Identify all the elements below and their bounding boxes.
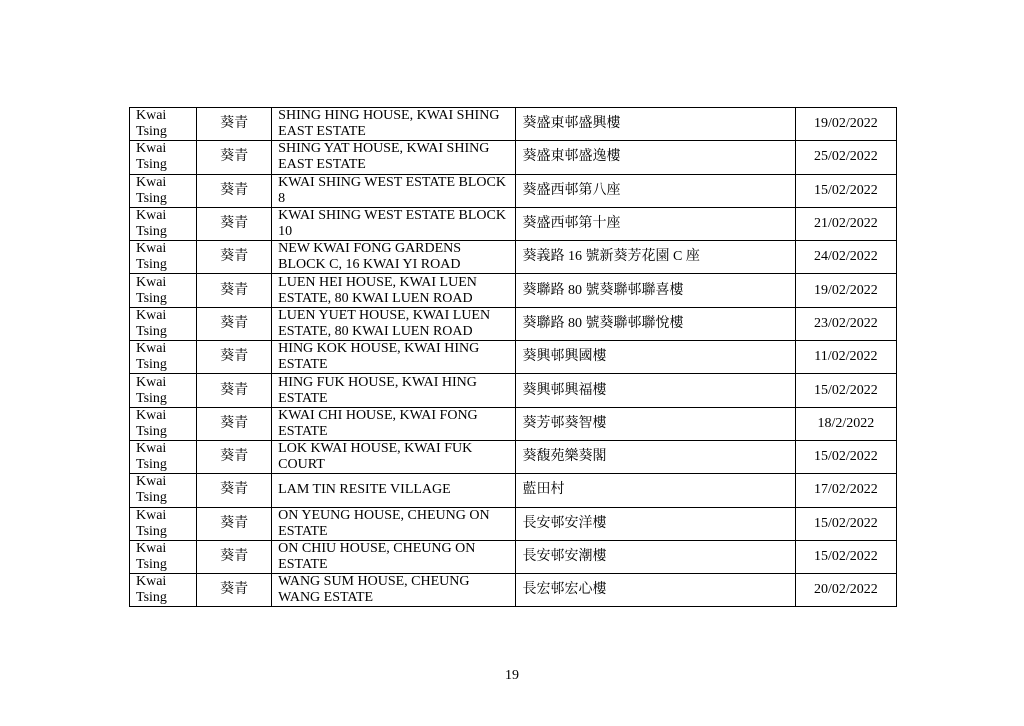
building-zh-cell: 葵聯路 80 號葵聯邨聯喜樓 bbox=[516, 274, 795, 307]
table-row bbox=[130, 108, 897, 141]
district-en-cell: Kwai Tsing bbox=[130, 574, 197, 607]
building-en-cell: ON YEUNG HOUSE, CHEUNG ON ESTATE bbox=[272, 507, 516, 540]
building-en-cell: HING FUK HOUSE, KWAI HING ESTATE bbox=[272, 374, 516, 407]
district-zh-cell: 葵青 bbox=[197, 474, 272, 507]
building-zh-cell: 葵盛東邨盛興樓 bbox=[516, 108, 795, 141]
table-row bbox=[130, 174, 897, 207]
district-zh-cell: 葵青 bbox=[197, 307, 272, 340]
district-zh-cell: 葵青 bbox=[197, 341, 272, 374]
table-row bbox=[130, 207, 897, 240]
district-en-cell: Kwai Tsing bbox=[130, 241, 197, 274]
district-en-cell: Kwai Tsing bbox=[130, 474, 197, 507]
building-zh-cell: 葵興邨興福樓 bbox=[516, 374, 795, 407]
building-en-cell: NEW KWAI FONG GARDENS BLOCK C, 16 KWAI YI ROAD bbox=[272, 241, 516, 274]
date-cell: 19/02/2022 bbox=[795, 108, 896, 141]
table-row bbox=[130, 274, 897, 307]
date-cell: 15/02/2022 bbox=[795, 507, 896, 540]
district-zh-cell: 葵青 bbox=[197, 207, 272, 240]
building-en-cell: KWAI SHING WEST ESTATE BLOCK 10 bbox=[272, 207, 516, 240]
building-en-cell: LAM TIN RESITE VILLAGE bbox=[272, 474, 516, 507]
building-en-cell: LOK KWAI HOUSE, KWAI FUK COURT bbox=[272, 440, 516, 473]
building-zh-cell: 藍田村 bbox=[516, 474, 795, 507]
district-en-cell: Kwai Tsing bbox=[130, 374, 197, 407]
district-zh-cell: 葵青 bbox=[197, 174, 272, 207]
table-row bbox=[130, 374, 897, 407]
date-cell: 20/02/2022 bbox=[795, 574, 896, 607]
table-row bbox=[130, 141, 897, 174]
table-row bbox=[130, 474, 897, 507]
building-en-cell: ON CHIU HOUSE, CHEUNG ON ESTATE bbox=[272, 540, 516, 573]
district-en-cell: Kwai Tsing bbox=[130, 341, 197, 374]
building-en-cell: WANG SUM HOUSE, CHEUNG WANG ESTATE bbox=[272, 574, 516, 607]
building-en-cell: LUEN YUET HOUSE, KWAI LUEN ESTATE, 80 KWAI LUEN ROAD bbox=[272, 307, 516, 340]
date-cell: 19/02/2022 bbox=[795, 274, 896, 307]
building-zh-cell: 葵芳邨葵智樓 bbox=[516, 407, 795, 440]
district-zh-cell: 葵青 bbox=[197, 108, 272, 141]
building-zh-cell: 葵興邨興國樓 bbox=[516, 341, 795, 374]
date-cell: 21/02/2022 bbox=[795, 207, 896, 240]
district-zh-cell: 葵青 bbox=[197, 507, 272, 540]
district-zh-cell: 葵青 bbox=[197, 540, 272, 573]
table-row bbox=[130, 507, 897, 540]
district-zh-cell: 葵青 bbox=[197, 574, 272, 607]
table-row bbox=[130, 241, 897, 274]
date-cell: 15/02/2022 bbox=[795, 374, 896, 407]
district-en-cell: Kwai Tsing bbox=[130, 141, 197, 174]
building-zh-cell: 長安邨安洋樓 bbox=[516, 507, 795, 540]
district-zh-cell: 葵青 bbox=[197, 274, 272, 307]
district-en-cell: Kwai Tsing bbox=[130, 540, 197, 573]
date-cell: 11/02/2022 bbox=[795, 341, 896, 374]
district-en-cell: Kwai Tsing bbox=[130, 108, 197, 141]
date-cell: 18/2/2022 bbox=[795, 407, 896, 440]
date-cell: 23/02/2022 bbox=[795, 307, 896, 340]
buildings-table-body bbox=[130, 108, 897, 607]
building-en-cell: LUEN HEI HOUSE, KWAI LUEN ESTATE, 80 KWAI LUEN ROAD bbox=[272, 274, 516, 307]
table-row bbox=[130, 407, 897, 440]
date-cell: 24/02/2022 bbox=[795, 241, 896, 274]
building-en-cell: HING KOK HOUSE, KWAI HING ESTATE bbox=[272, 341, 516, 374]
date-cell: 25/02/2022 bbox=[795, 141, 896, 174]
building-zh-cell: 葵馥苑樂葵閣 bbox=[516, 440, 795, 473]
district-zh-cell: 葵青 bbox=[197, 440, 272, 473]
district-zh-cell: 葵青 bbox=[197, 374, 272, 407]
building-zh-cell: 長安邨安潮樓 bbox=[516, 540, 795, 573]
table-row bbox=[130, 440, 897, 473]
district-en-cell: Kwai Tsing bbox=[130, 507, 197, 540]
table-row bbox=[130, 540, 897, 573]
table-row bbox=[130, 341, 897, 374]
date-cell: 15/02/2022 bbox=[795, 540, 896, 573]
district-en-cell: Kwai Tsing bbox=[130, 207, 197, 240]
district-en-cell: Kwai Tsing bbox=[130, 307, 197, 340]
district-zh-cell: 葵青 bbox=[197, 407, 272, 440]
building-en-cell: KWAI CHI HOUSE, KWAI FONG ESTATE bbox=[272, 407, 516, 440]
building-zh-cell: 葵盛東邨盛逸樓 bbox=[516, 141, 795, 174]
date-cell: 15/02/2022 bbox=[795, 174, 896, 207]
building-zh-cell: 葵義路 16 號新葵芳花園 C 座 bbox=[516, 241, 795, 274]
building-zh-cell: 長宏邨宏心樓 bbox=[516, 574, 795, 607]
building-en-cell: SHING HING HOUSE, KWAI SHING EAST ESTATE bbox=[272, 108, 516, 141]
district-zh-cell: 葵青 bbox=[197, 241, 272, 274]
district-zh-cell: 葵青 bbox=[197, 141, 272, 174]
date-cell: 17/02/2022 bbox=[795, 474, 896, 507]
building-zh-cell: 葵聯路 80 號葵聯邨聯悅樓 bbox=[516, 307, 795, 340]
district-en-cell: Kwai Tsing bbox=[130, 174, 197, 207]
building-en-cell: KWAI SHING WEST ESTATE BLOCK 8 bbox=[272, 174, 516, 207]
date-cell: 15/02/2022 bbox=[795, 440, 896, 473]
building-zh-cell: 葵盛西邨第十座 bbox=[516, 207, 795, 240]
table-row bbox=[130, 574, 897, 607]
table-row bbox=[130, 307, 897, 340]
district-en-cell: Kwai Tsing bbox=[130, 274, 197, 307]
building-zh-cell: 葵盛西邨第八座 bbox=[516, 174, 795, 207]
page-number: 19 bbox=[505, 668, 519, 683]
building-en-cell: SHING YAT HOUSE, KWAI SHING EAST ESTATE bbox=[272, 141, 516, 174]
buildings-table bbox=[129, 107, 897, 607]
district-en-cell: Kwai Tsing bbox=[130, 440, 197, 473]
district-en-cell: Kwai Tsing bbox=[130, 407, 197, 440]
